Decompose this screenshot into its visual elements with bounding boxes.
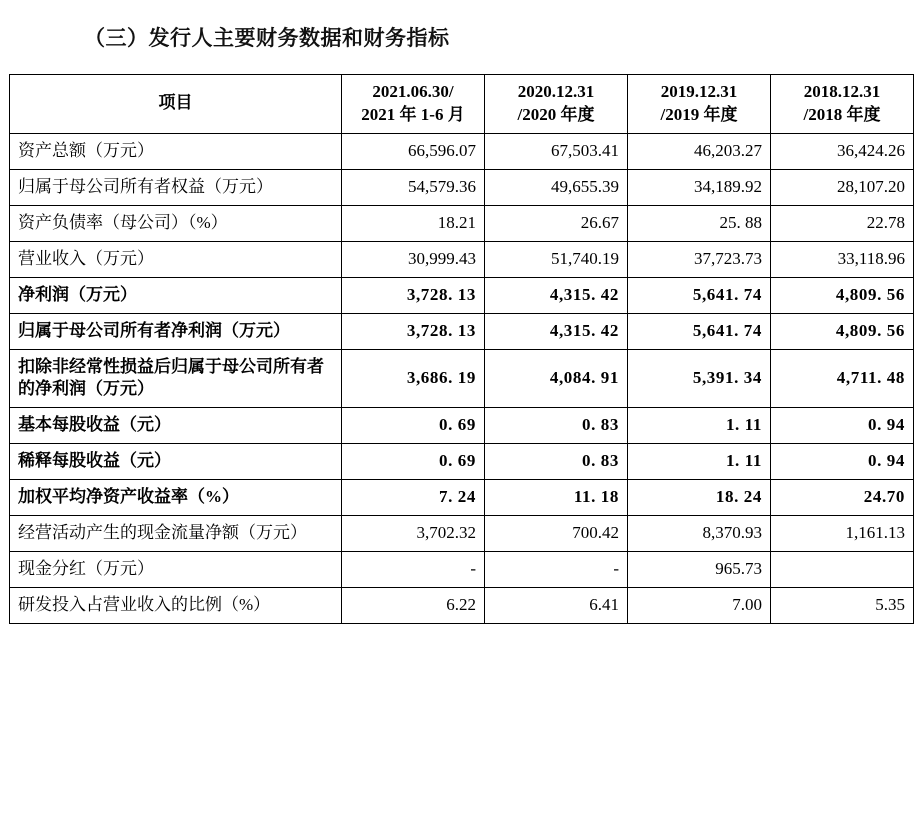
row-value: 4,809. 56 xyxy=(771,313,914,349)
row-value xyxy=(771,552,914,588)
row-value: 34,189.92 xyxy=(628,169,771,205)
row-value: 1. 11 xyxy=(628,408,771,444)
column-header-2018: 2018.12.31 /2018 年度 xyxy=(771,75,914,134)
column-header-2021h1: 2021.06.30/ 2021 年 1-6 月 xyxy=(342,75,485,134)
table-row xyxy=(10,313,914,349)
row-value: 4,809. 56 xyxy=(771,277,914,313)
row-label: 稀释每股收益（元） xyxy=(10,444,342,480)
row-label: 净利润（万元） xyxy=(10,277,342,313)
row-value: 6.22 xyxy=(342,588,485,624)
row-value: 5,641. 74 xyxy=(628,313,771,349)
row-label: 现金分红（万元） xyxy=(10,552,342,588)
row-label: 经营活动产生的现金流量净额（万元） xyxy=(10,516,342,552)
row-value: 66,596.07 xyxy=(342,133,485,169)
table-row xyxy=(10,480,914,516)
row-value: 5,641. 74 xyxy=(628,277,771,313)
row-value: 4,315. 42 xyxy=(485,313,628,349)
row-value: 51,740.19 xyxy=(485,241,628,277)
column-header-item: 项目 xyxy=(10,75,342,134)
table-row xyxy=(10,349,914,408)
table-row xyxy=(10,588,914,624)
table-row xyxy=(10,241,914,277)
row-label: 研发投入占营业收入的比例（%） xyxy=(10,588,342,624)
row-value: 5.35 xyxy=(771,588,914,624)
row-value: 0. 94 xyxy=(771,408,914,444)
row-value: 11. 18 xyxy=(485,480,628,516)
row-value: 54,579.36 xyxy=(342,169,485,205)
row-value: 4,711. 48 xyxy=(771,349,914,408)
row-value: 7.00 xyxy=(628,588,771,624)
table-header-row xyxy=(10,75,914,134)
row-value: 4,084. 91 xyxy=(485,349,628,408)
row-value: 6.41 xyxy=(485,588,628,624)
table-row xyxy=(10,205,914,241)
row-value: 8,370.93 xyxy=(628,516,771,552)
table-row xyxy=(10,408,914,444)
row-label: 归属于母公司所有者净利润（万元） xyxy=(10,313,342,349)
row-value: 3,728. 13 xyxy=(342,277,485,313)
row-value: 0. 83 xyxy=(485,444,628,480)
row-value: 0. 94 xyxy=(771,444,914,480)
row-value: 3,728. 13 xyxy=(342,313,485,349)
column-header-2019: 2019.12.31 /2019 年度 xyxy=(628,75,771,134)
row-value: 24.70 xyxy=(771,480,914,516)
row-value: 46,203.27 xyxy=(628,133,771,169)
row-value: 1. 11 xyxy=(628,444,771,480)
row-value: 30,999.43 xyxy=(342,241,485,277)
row-label: 归属于母公司所有者权益（万元） xyxy=(10,169,342,205)
document-page xyxy=(0,22,923,823)
row-value: 4,315. 42 xyxy=(485,277,628,313)
row-value: 0. 69 xyxy=(342,408,485,444)
row-value: 7. 24 xyxy=(342,480,485,516)
row-value: 3,686. 19 xyxy=(342,349,485,408)
page-title: （三）发行人主要财务数据和财务指标 xyxy=(84,27,450,50)
column-header-2020: 2020.12.31 /2020 年度 xyxy=(485,75,628,134)
row-value: 5,391. 34 xyxy=(628,349,771,408)
row-value: 25. 88 xyxy=(628,205,771,241)
row-value: 33,118.96 xyxy=(771,241,914,277)
row-label: 扣除非经常性损益后归属于母公司所有者的净利润（万元） xyxy=(10,349,342,408)
row-label: 资产负债率（母公司）（%） xyxy=(10,205,342,241)
row-value: 49,655.39 xyxy=(485,169,628,205)
row-value: - xyxy=(485,552,628,588)
row-value: 22.78 xyxy=(771,205,914,241)
financial-data-table xyxy=(9,74,914,624)
row-value: 3,702.32 xyxy=(342,516,485,552)
row-value: 18.21 xyxy=(342,205,485,241)
table-row xyxy=(10,444,914,480)
table-row xyxy=(10,552,914,588)
row-label: 加权平均净资产收益率（%） xyxy=(10,480,342,516)
row-label: 营业收入（万元） xyxy=(10,241,342,277)
row-value: - xyxy=(342,552,485,588)
row-value: 965.73 xyxy=(628,552,771,588)
row-value: 0. 83 xyxy=(485,408,628,444)
row-value: 1,161.13 xyxy=(771,516,914,552)
row-value: 37,723.73 xyxy=(628,241,771,277)
row-value: 26.67 xyxy=(485,205,628,241)
row-value: 18. 24 xyxy=(628,480,771,516)
table-row xyxy=(10,169,914,205)
row-value: 0. 69 xyxy=(342,444,485,480)
table-row xyxy=(10,516,914,552)
row-value: 36,424.26 xyxy=(771,133,914,169)
table-row xyxy=(10,133,914,169)
table-row xyxy=(10,277,914,313)
row-value: 67,503.41 xyxy=(485,133,628,169)
row-value: 28,107.20 xyxy=(771,169,914,205)
row-label: 基本每股收益（元） xyxy=(10,408,342,444)
row-value: 700.42 xyxy=(485,516,628,552)
row-label: 资产总额（万元） xyxy=(10,133,342,169)
